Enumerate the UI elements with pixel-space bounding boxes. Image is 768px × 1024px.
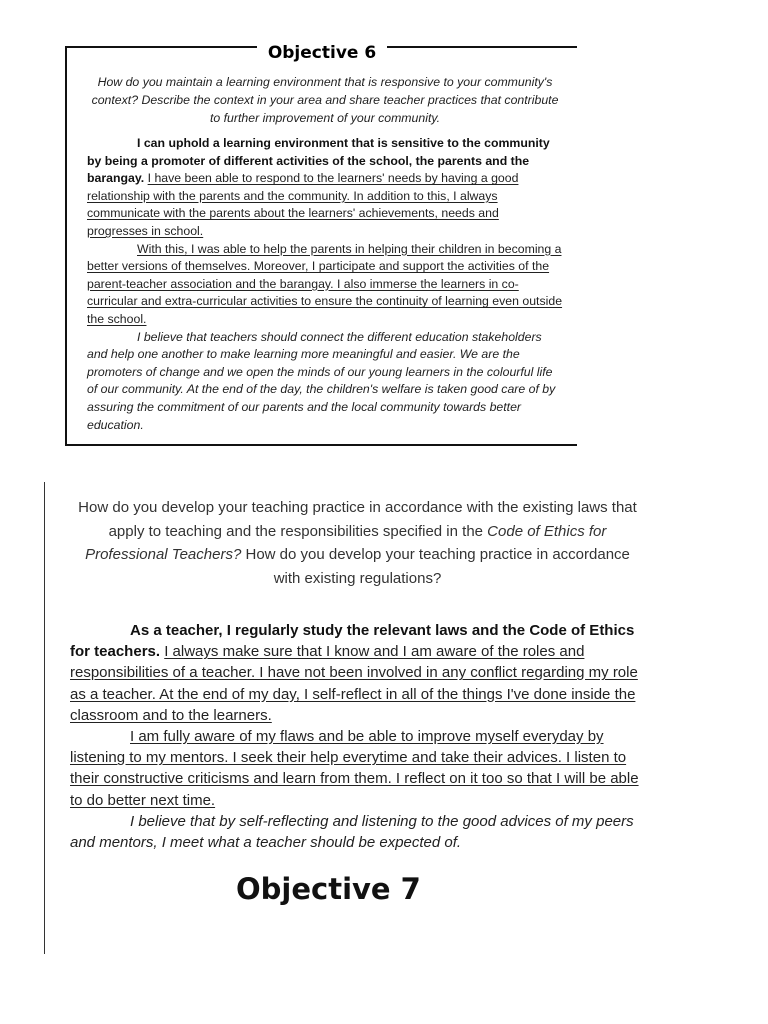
- section-2-p3-italic: I believe that by self-reflecting and listening to the good advices of my peers and mentors, I meet what a teacher should be expected of.: [70, 812, 634, 852]
- objective-7-title: Objective 7: [236, 872, 421, 906]
- section-2-answer: [70, 620, 645, 853]
- section-2-question-part-2: How do you develop your teaching practice in accordance with existing regulations?: [241, 546, 630, 587]
- section-2-question-part-1: How do you develop your teaching practice in accordance with the existing laws that apply to teaching and the responsibilities specified in the: [78, 499, 637, 540]
- objective-6-paragraph-2: [87, 241, 563, 329]
- objective-6-question: How do you maintain a learning environment that is responsive to your community's context? Describe the context in your area and share teacher practices that contribute to further improvement of your community.: [91, 75, 559, 125]
- objective-6-box: [65, 43, 577, 446]
- objective-6-p1-underlined: I have been able to respond to the learners' needs by having a good relationship with the parents and the community. In addition to this, I always communicate with the parents about the learners' achievements, needs and progresses in school.: [87, 171, 519, 238]
- objective-6-p1-bold: I can uphold a learning environment that is sensitive to the community by being a promoter of different activities of the school, the parents and the barangay.: [87, 136, 550, 186]
- section-2-question: [70, 496, 645, 590]
- objective-6-p2-underlined: With this, I was able to help the parents in helping their children in becoming a better versions of themselves. Moreover, I participate and support the activities of the parent-teacher association and the barangay. I also immerse the learners in co-curricular and extra-curricular activities to ensure the continuity of learning even outside the school.: [87, 241, 563, 326]
- objective-6-p3-italic: I believe that teachers should connect the different education stakeholders and help one another to make learning more meaningful and easier. We are the promoters of change and we open the minds of our young learners in the colourful life of our community. At the end of the day, the children's welfare is taken good care of by assuring the commitment of our parents and the local community towards better education.: [87, 329, 556, 432]
- section-2-question-code-of-ethics: Code of Ethics for Professional Teachers?: [85, 522, 607, 563]
- section-2-paragraph-2: [70, 726, 645, 811]
- section-2-p1-underlined: I always make sure that I know and I am aware of the roles and responsibilities of a teacher. I have not been involved in any conflict regarding my role as a teacher. At the end of my day, I self-reflect in all of the things I've done inside the classroom and to the learners.: [70, 643, 638, 724]
- section-2-paragraph-1: [70, 620, 645, 726]
- section-2-p2-underlined: I am fully aware of my flaws and be able to improve myself everyday by listening to my mentors. I seek their help everytime and take their advices. I listen to their constructive criticisms and learn from them. I reflect on it too so that I will be able to do better next time.: [70, 728, 639, 809]
- objective-6-title: Objective 6: [257, 43, 387, 63]
- objective-6-answer: [87, 135, 563, 434]
- objective-6-paragraph-1: [87, 135, 563, 241]
- section-2-paragraph-3: [70, 811, 645, 853]
- objective-6-paragraph-3: [87, 329, 563, 435]
- left-margin-line: [44, 482, 45, 954]
- section-2-p1-bold: As a teacher, I regularly study the relevant laws and the Code of Ethics for teachers.: [70, 622, 635, 661]
